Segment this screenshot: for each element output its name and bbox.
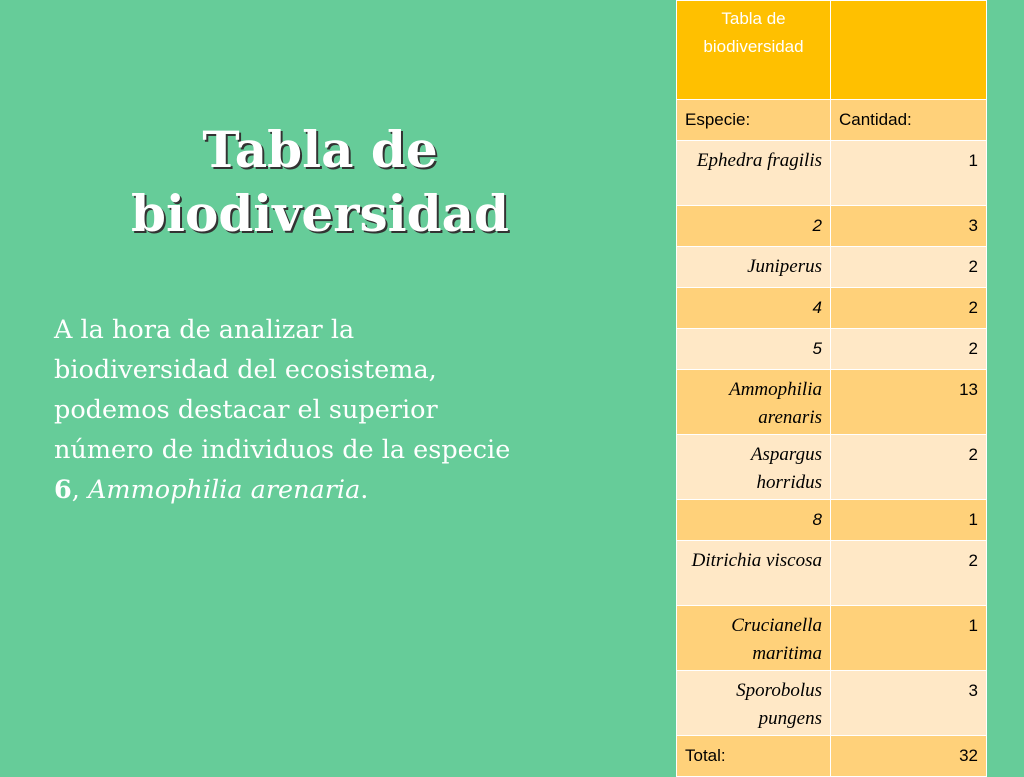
table-header-title: Tabla de biodiversidad <box>677 1 831 100</box>
count-cell: 3 <box>831 206 987 247</box>
count-cell: 13 <box>831 370 987 435</box>
total-value: 32 <box>831 736 987 777</box>
table-row <box>677 671 987 736</box>
count-cell: 2 <box>831 541 987 606</box>
count-cell: 1 <box>831 606 987 671</box>
species-cell: 4 <box>677 288 831 329</box>
species-cell: Ephedra fragilis <box>677 141 831 206</box>
body-bold-number: 6 <box>54 475 72 505</box>
table-header-row <box>677 1 987 100</box>
count-cell: 2 <box>831 435 987 500</box>
biodiversity-table <box>676 0 987 777</box>
count-cell: 1 <box>831 141 987 206</box>
count-cell: 3 <box>831 671 987 736</box>
table-total-row <box>677 736 987 777</box>
column-header-species: Especie: <box>677 100 831 141</box>
species-cell: 8 <box>677 500 831 541</box>
count-cell: 2 <box>831 329 987 370</box>
species-cell: Ditrichia viscosa <box>677 541 831 606</box>
species-cell: 2 <box>677 206 831 247</box>
table-row <box>677 370 987 435</box>
table-header-empty <box>831 1 987 100</box>
body-species-italic: Ammophilia arenaria <box>87 475 361 505</box>
count-cell: 2 <box>831 288 987 329</box>
table-row <box>677 606 987 671</box>
table-row <box>677 288 987 329</box>
table-row <box>677 500 987 541</box>
table-row <box>677 329 987 370</box>
total-label: Total: <box>677 736 831 777</box>
species-cell: 5 <box>677 329 831 370</box>
body-text-part: A la hora de analizar la biodiversidad del ecosistema, podemos destacar el superior número de individuos de la especie <box>54 315 511 465</box>
table-row <box>677 141 987 206</box>
table-row <box>677 247 987 288</box>
slide-body-text <box>54 310 524 510</box>
table-row <box>677 435 987 500</box>
body-comma: , <box>71 475 88 505</box>
species-cell: Aspargus horridus <box>677 435 831 500</box>
table-column-headers <box>677 100 987 141</box>
slide-title: Tabla de biodiversidad <box>131 120 509 243</box>
species-cell: Crucianella maritima <box>677 606 831 671</box>
count-cell: 2 <box>831 247 987 288</box>
column-header-count: Cantidad: <box>831 100 987 141</box>
table-row <box>677 541 987 606</box>
species-cell: Juniperus <box>677 247 831 288</box>
body-period: . <box>360 475 369 505</box>
count-cell: 1 <box>831 500 987 541</box>
table-row <box>677 206 987 247</box>
species-cell: Sporobolus pungens <box>677 671 831 736</box>
species-cell: Ammophilia arenaris <box>677 370 831 435</box>
